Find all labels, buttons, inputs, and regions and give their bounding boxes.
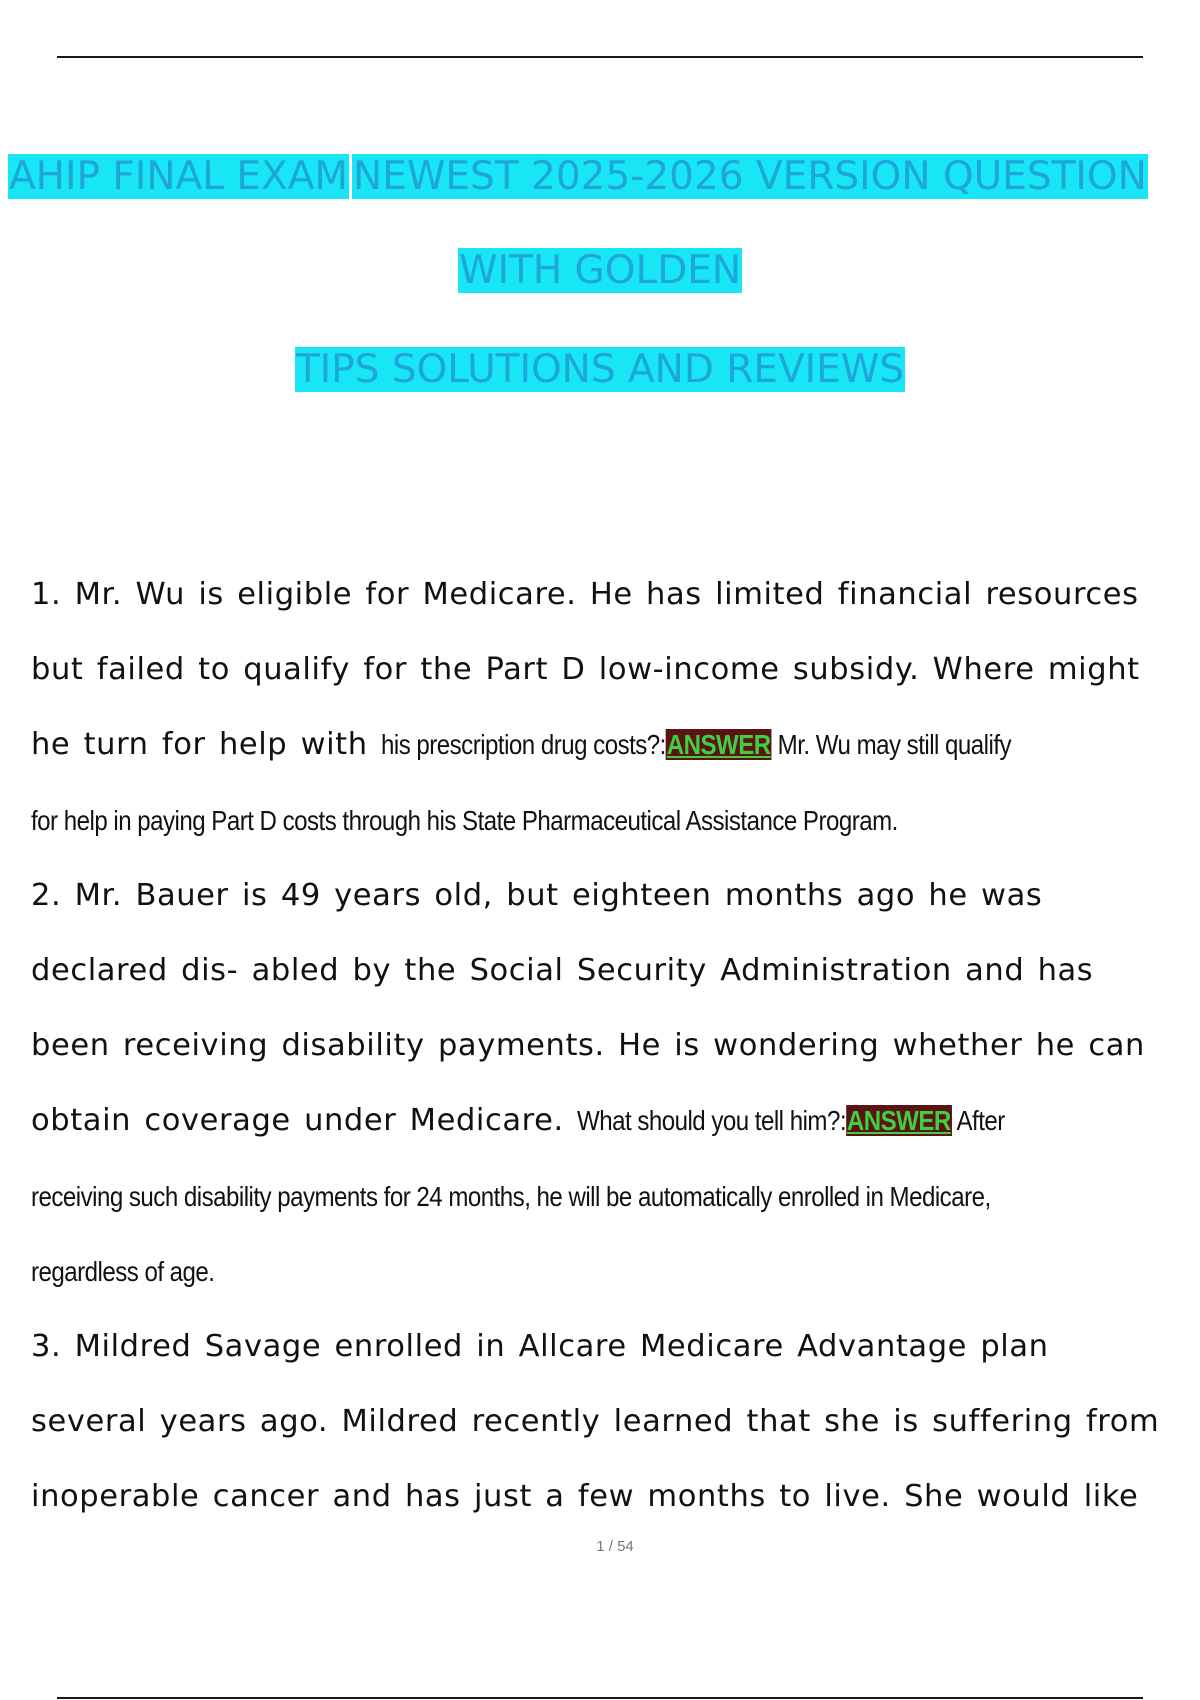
q3-line-1: 3. Mildred Savage enrolled in Allcare Medicare Advantage plan: [31, 1328, 1049, 1364]
q3-line-3: inoperable cancer and has just a few months to live. She would like: [31, 1479, 1139, 1515]
q2-line-3: been receiving disability payments. He is wondering whether he can: [31, 1028, 1145, 1064]
title-part-2: NEWEST 2025-2026 VERSION QUESTION: [353, 154, 1147, 199]
q1-line-3: he turn for help with his prescription drug costs?:ANSWER Mr. Wu may still qualify: [31, 707, 1191, 782]
title-part-1: AHIP FINAL EXAM: [9, 154, 349, 199]
bottom-rule: [57, 1697, 1143, 1699]
q1-line-1: 1. Mr. Wu is eligible for Medicare. He has limited financial resources: [31, 577, 1139, 612]
q2-line-5: receiving such disability payments for 24 months, he will be automatically enrolled in Medicare,: [31, 1180, 991, 1212]
q1-line-2: but failed to qualify for the Part D low-income subsidy. Where might: [31, 652, 1140, 688]
q2-line-1: 2. Mr. Bauer is 49 years old, but eighteen months ago he was: [31, 877, 1043, 913]
q2-question-end: What should you tell him?:ANSWER After: [577, 1105, 1005, 1137]
q3-line-2: several years ago. Mildred recently learned that she is suffering from: [31, 1404, 1160, 1440]
title-part-3: WITH GOLDEN: [458, 248, 742, 293]
top-rule: [57, 56, 1143, 58]
q1-question-end: his prescription drug costs?:ANSWER Mr. Wu may still qualify: [380, 729, 1012, 761]
q2-line-6: regardless of age.: [31, 1255, 215, 1287]
document-title-line-2: [0, 246, 1200, 296]
q2-line-4: obtain coverage under Medicare. What should you tell him?:ANSWER After: [31, 1083, 1191, 1158]
document-body: [31, 557, 1191, 1534]
title-part-4: TIPS SOLUTIONS AND REVIEWS: [295, 347, 905, 392]
document-title-line-3: [0, 345, 1200, 395]
question-3: [31, 1309, 1191, 1535]
document-title-line-1: [8, 152, 1200, 202]
q2-line-2: declared dis- abled by the Social Security Administration and has: [31, 952, 1094, 988]
question-2: [31, 858, 1191, 1309]
question-1: [31, 557, 1191, 858]
page-number: 1 / 54: [596, 1538, 634, 1555]
q1-line-4: for help in paying Part D costs through his State Pharmaceutical Assistance Program.: [31, 804, 898, 836]
answer-label: ANSWER: [846, 1105, 951, 1137]
answer-label: ANSWER: [666, 729, 771, 761]
